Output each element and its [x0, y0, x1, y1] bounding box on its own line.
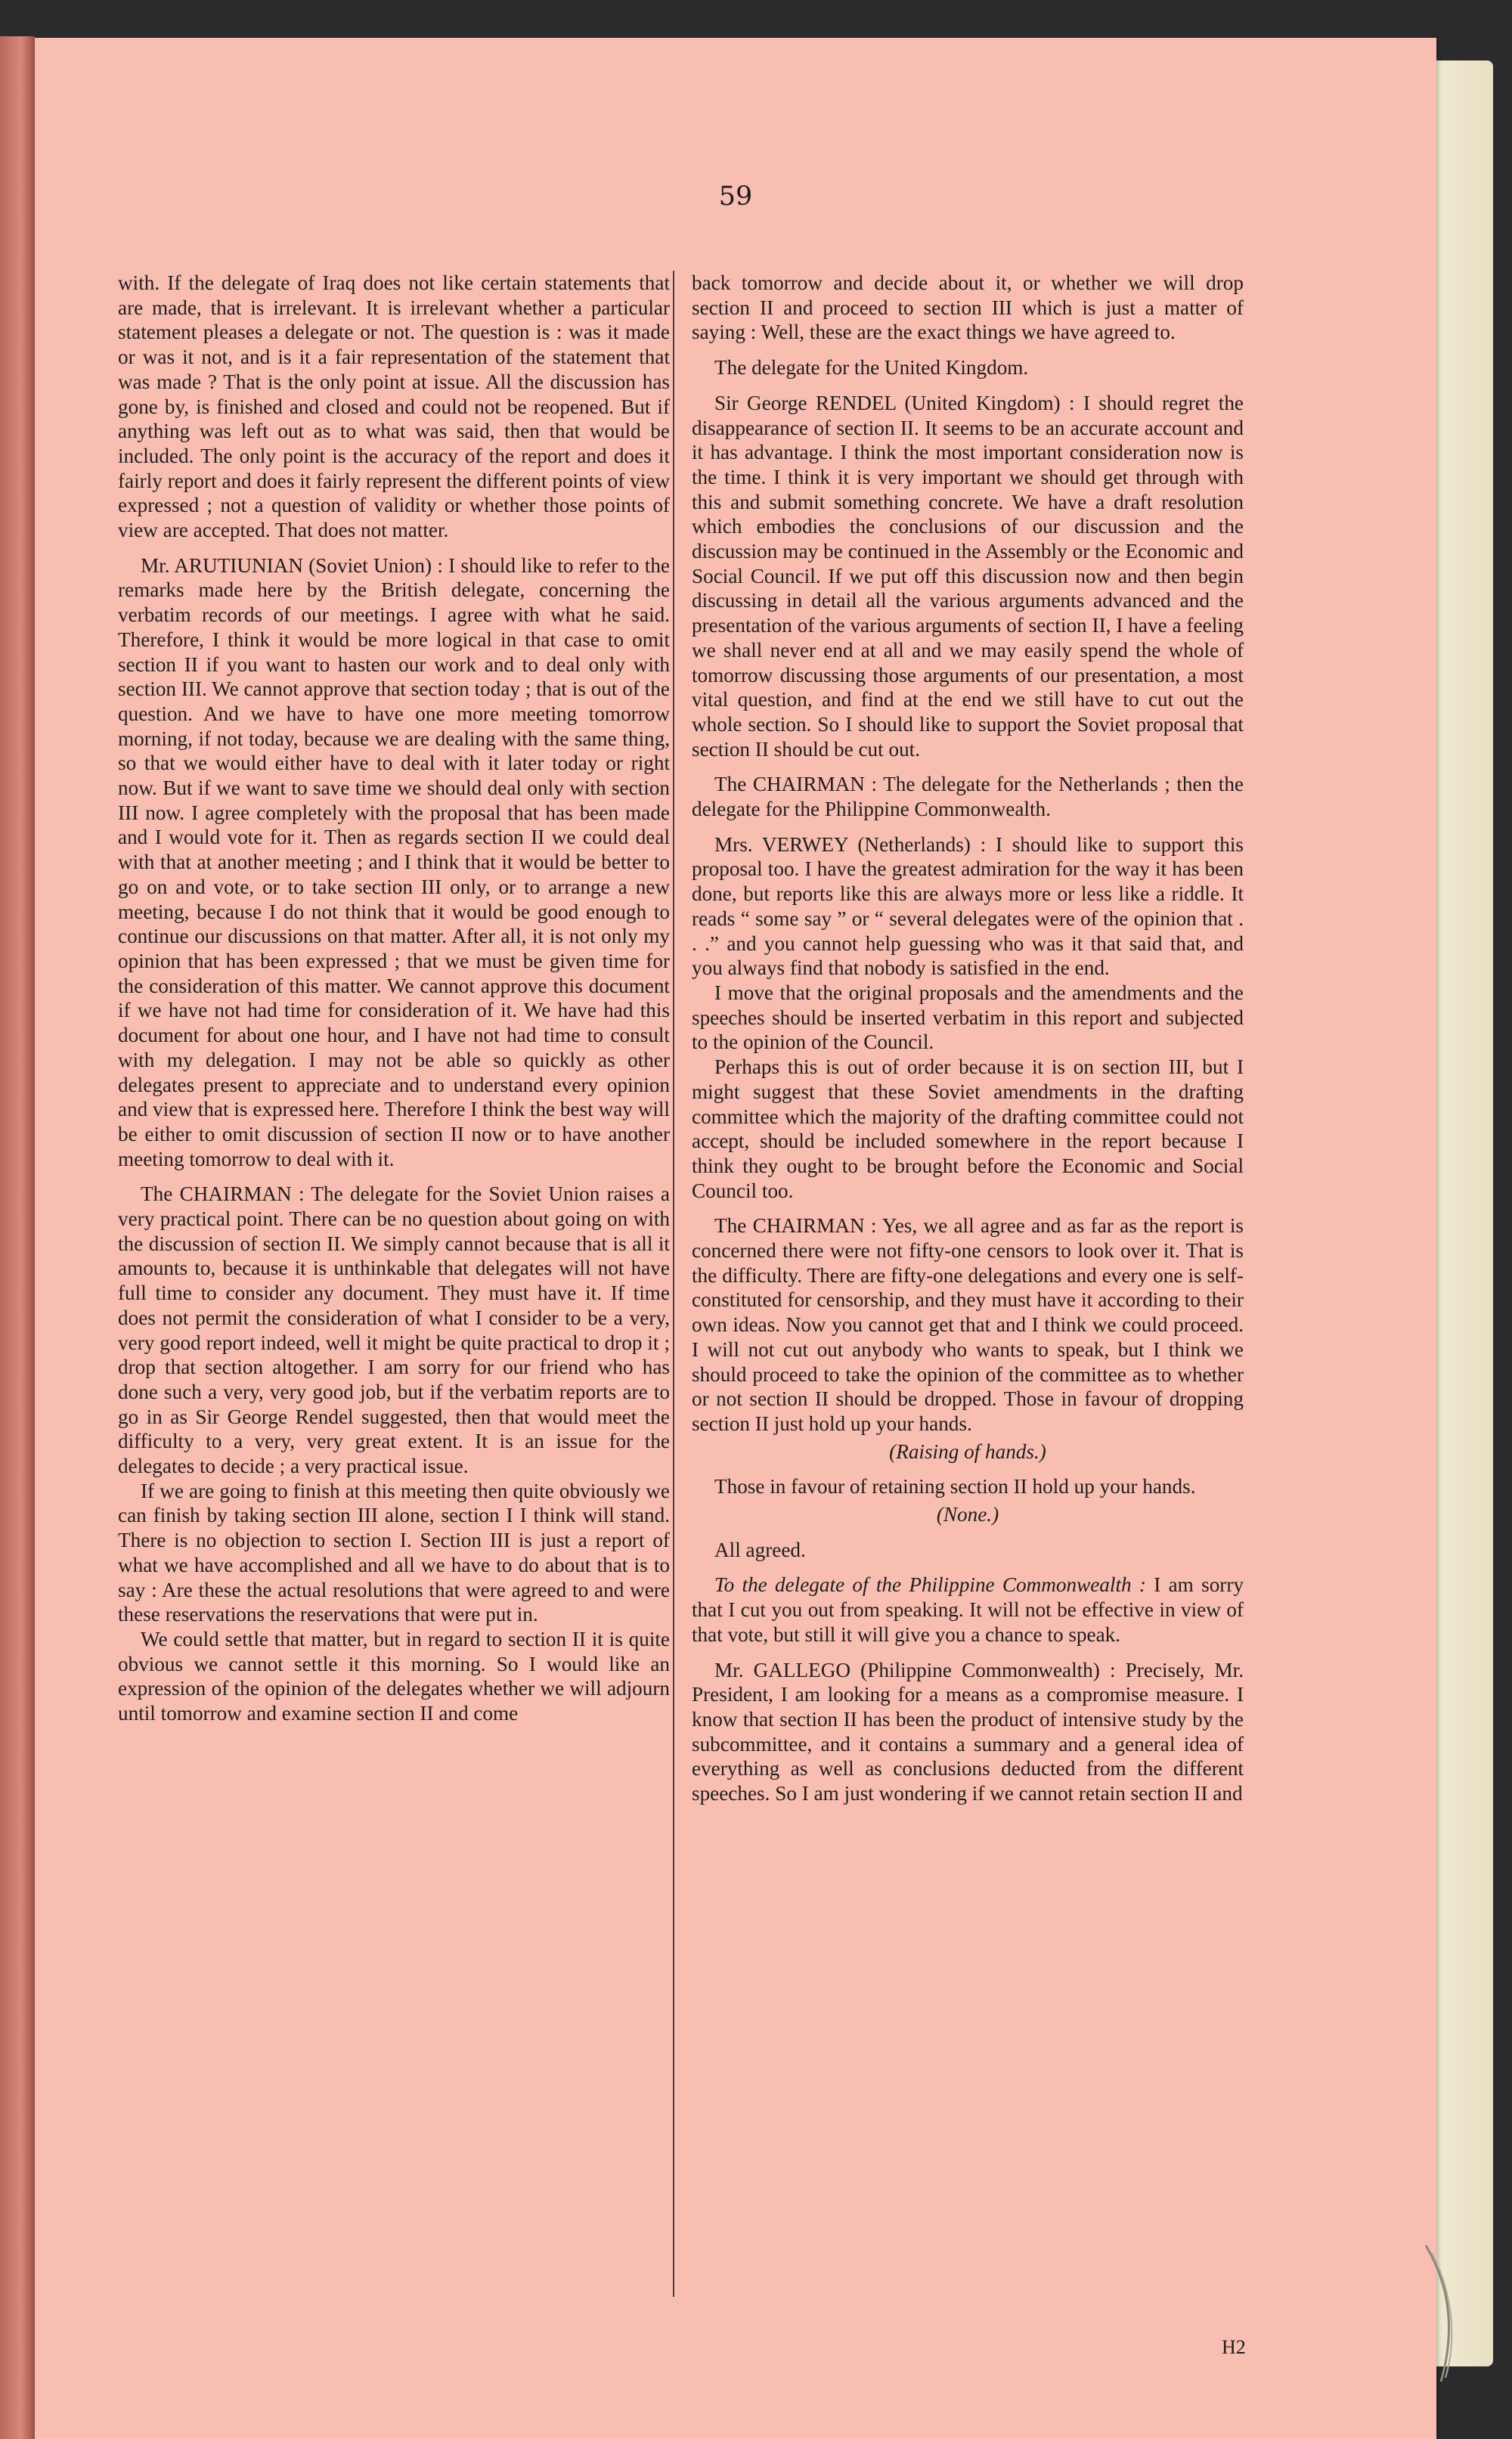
paragraph: with. If the delegate of Iraq does not like certain statements that are made, that is irrelevant. It is irrelevant whether a particular statement pleases a delegate or not. The question is : was it made or was it not, and is it a fair representation of the statement that was made ? That is the only point at issue. All the discussion has gone by, is finished and closed and could not be reopened. But if anything was left out as to what was said, then that would be included. The only point is the accuracy of the report and does it fairly report and does it fairly represent the different points of view expressed ; not a question of validity or whether those points of view are accepted. That does not matter.	[118, 271, 670, 542]
printer-signature: H2	[1222, 2336, 1246, 2358]
paragraph: The delegate for the United Kingdom.	[714, 356, 1029, 380]
paragraph: Sir George RENDEL (United Kingdom) : I should regret the disappearance of section II. It seems to be an accurate account and it has advantage. I think the most important consideration now is the time. I think it is very important we should get through with this and submit something concrete. We have a draft resolution which embodies the conclusions of our discussion and the discussion may be continued in the Assembly or the Economic and Social Council. If we put off this discussion now and then begin discussing in detail all the various arguments advanced and the presentation of the various arguments of section II, I have a feeling we shall never end at all and we may easily spend the whole of tomorrow discussing those arguments of our presentation, a most vital question, and find at the end we still have to cut out the whole section. So I should like to support the Soviet proposal that section II should be cut out.	[692, 391, 1244, 761]
binding-clip-icon	[1418, 2238, 1464, 2389]
paragraph: Those in favour of retaining section II hold up your hands.	[714, 1475, 1196, 1498]
paragraph: Mr. GALLEGO (Philippine Commonwealth) : Precisely, Mr. President, I am looking for a means as a compromise measure. I know that section II has been the product of intensive study by the subcommittee, and it contains a summary and a general idea of everything as well as conclusions deducted from the different speeches. So I am just wondering if we cannot retain section II and	[692, 1658, 1244, 1805]
document-page	[35, 38, 1436, 2439]
stage-direction: (Raising of hands.)	[889, 1440, 1046, 1463]
paragraph: back tomorrow and decide about it, or whether we will drop section II and proceed to section III which is just a matter of saying : Well, these are the exact things we have agreed to.	[692, 271, 1244, 344]
paragraph: The CHAIRMAN : The delegate for the Soviet Union raises a very practical point. There can be no question about going on with the discussion of section II. We simply cannot because that is all it amounts to, because it is unthinkable that delegates will not have full time to consider any document. They must have it. If time does not permit the consideration of what I consider to be a very, very good report indeed, well it might be quite practical to drop it ; drop that section altogether. I am sorry for our friend who has done such a very, very good job, but if the verbatim reports are to go in as Sir George Rendel suggested, then that would meet the difficulty to a very, very great extent. It is an issue for the delegates to decide ; a very practical issue.	[118, 1182, 670, 1478]
left-column	[118, 271, 670, 1737]
right-column	[692, 271, 1244, 1817]
paragraph: I move that the original proposals and the amendments and the speeches should be inserted verbatim in this report and subjected to the opinion of the Council.	[692, 981, 1244, 1054]
paragraph: If we are going to finish at this meeting then quite obviously we can finish by taking section III alone, section I I think will stand. There is no objection to section I. Section III is just a report of what we have accomplished and all we have to do about that is to say : Are these the actual resolutions that were agreed to and were these reservations the reservations that were put in.	[118, 1479, 670, 1626]
column-divider	[673, 271, 674, 2297]
paragraph: Mrs. VERWEY (Netherlands) : I should like to support this proposal too. I have the greatest admiration for the way it has been done, but reports like this are always more or less like a riddle. It reads “ some say ” or “ several delegates were of the opinion that . . .” and you cannot help guessing who was it that said that, and you always find that nobody is satisfied in the end.	[692, 832, 1244, 980]
addressee-lead: To the delegate of the Philippine Commonwealth :	[714, 1573, 1146, 1597]
paragraph	[692, 1573, 1244, 1647]
book-left-edge	[0, 36, 35, 2439]
paragraph: The CHAIRMAN : The delegate for the Netherlands ; then the delegate for the Philippine Commonwealth.	[692, 773, 1244, 821]
paragraph: The CHAIRMAN : Yes, we all agree and as far as the report is concerned there were not fifty-one censors to look over it. That is the difficulty. There are fifty-one delegations and every one is self-constituted for censorship, and they must have it according to their own ideas. Now you cannot get that and I think we could proceed. I will not cut out anybody who wants to speak, but I think we should proceed to take the opinion of the committee as to whether or not section II should be dropped. Those in favour of dropping section II just hold up your hands.	[692, 1214, 1244, 1435]
paragraph: Mr. ARUTIUNIAN (Soviet Union) : I should like to refer to the remarks made here by the British delegate, concerning the verbatim records of our meetings. I agree with what he said. Therefore, I think it would be more logical in that case to omit section II if you want to hasten our work and to deal only with section III. We cannot approve that section today ; that is out of the question. And we have to have one more meeting tomorrow morning, if not today, because we are dealing with the same thing, so that we would either have to deal with it later today or right now. But if we want to save time we should deal only with section III now. I agree completely with the proposal that has been made and I would vote for it. Then as regards section II we could deal with that at another meeting ; and I think that it would be better to go on and vote, or to take section III only, or to arrange a new meeting, because I do not think that it would be good enough to continue our discussions on that matter. After all, it is not only my opinion that has been expressed ; that we must be given time for the consideration of this matter. We cannot approve this document if we have not had time for consideration of it. We have had this document for about one hour, and I have not had time to consult with my delegation. I may not be able so quickly as other delegates present to appreciate and to understand every opinion and view that is expressed here. Therefore I think the best way will be either to omit discussion of section II now or to have another meeting tomorrow to deal with it.	[118, 553, 670, 1170]
paragraph-text: I am sorry that I cut you out from speaking. It will not be effective in view of that vote, but still it will give you a chance to speak.	[692, 1573, 1244, 1646]
page-number: 59	[718, 181, 753, 212]
paragraph: All agreed.	[714, 1538, 806, 1561]
paragraph: Perhaps this is out of order because it is on section III, but I might suggest that these Soviet amendments in the drafting committee which the majority of the drafting committee could not accept, should be included somewhere in the report because I think they ought to be brought before the Economic and Social Council too.	[692, 1055, 1244, 1202]
stage-direction: (None.)	[936, 1503, 999, 1526]
paragraph: We could settle that matter, but in regard to section II it is quite obvious we cannot settle it this morning. So I would like an expression of the opinion of the delegates whether we will adjourn until tomorrow and examine section II and come	[118, 1627, 670, 1725]
